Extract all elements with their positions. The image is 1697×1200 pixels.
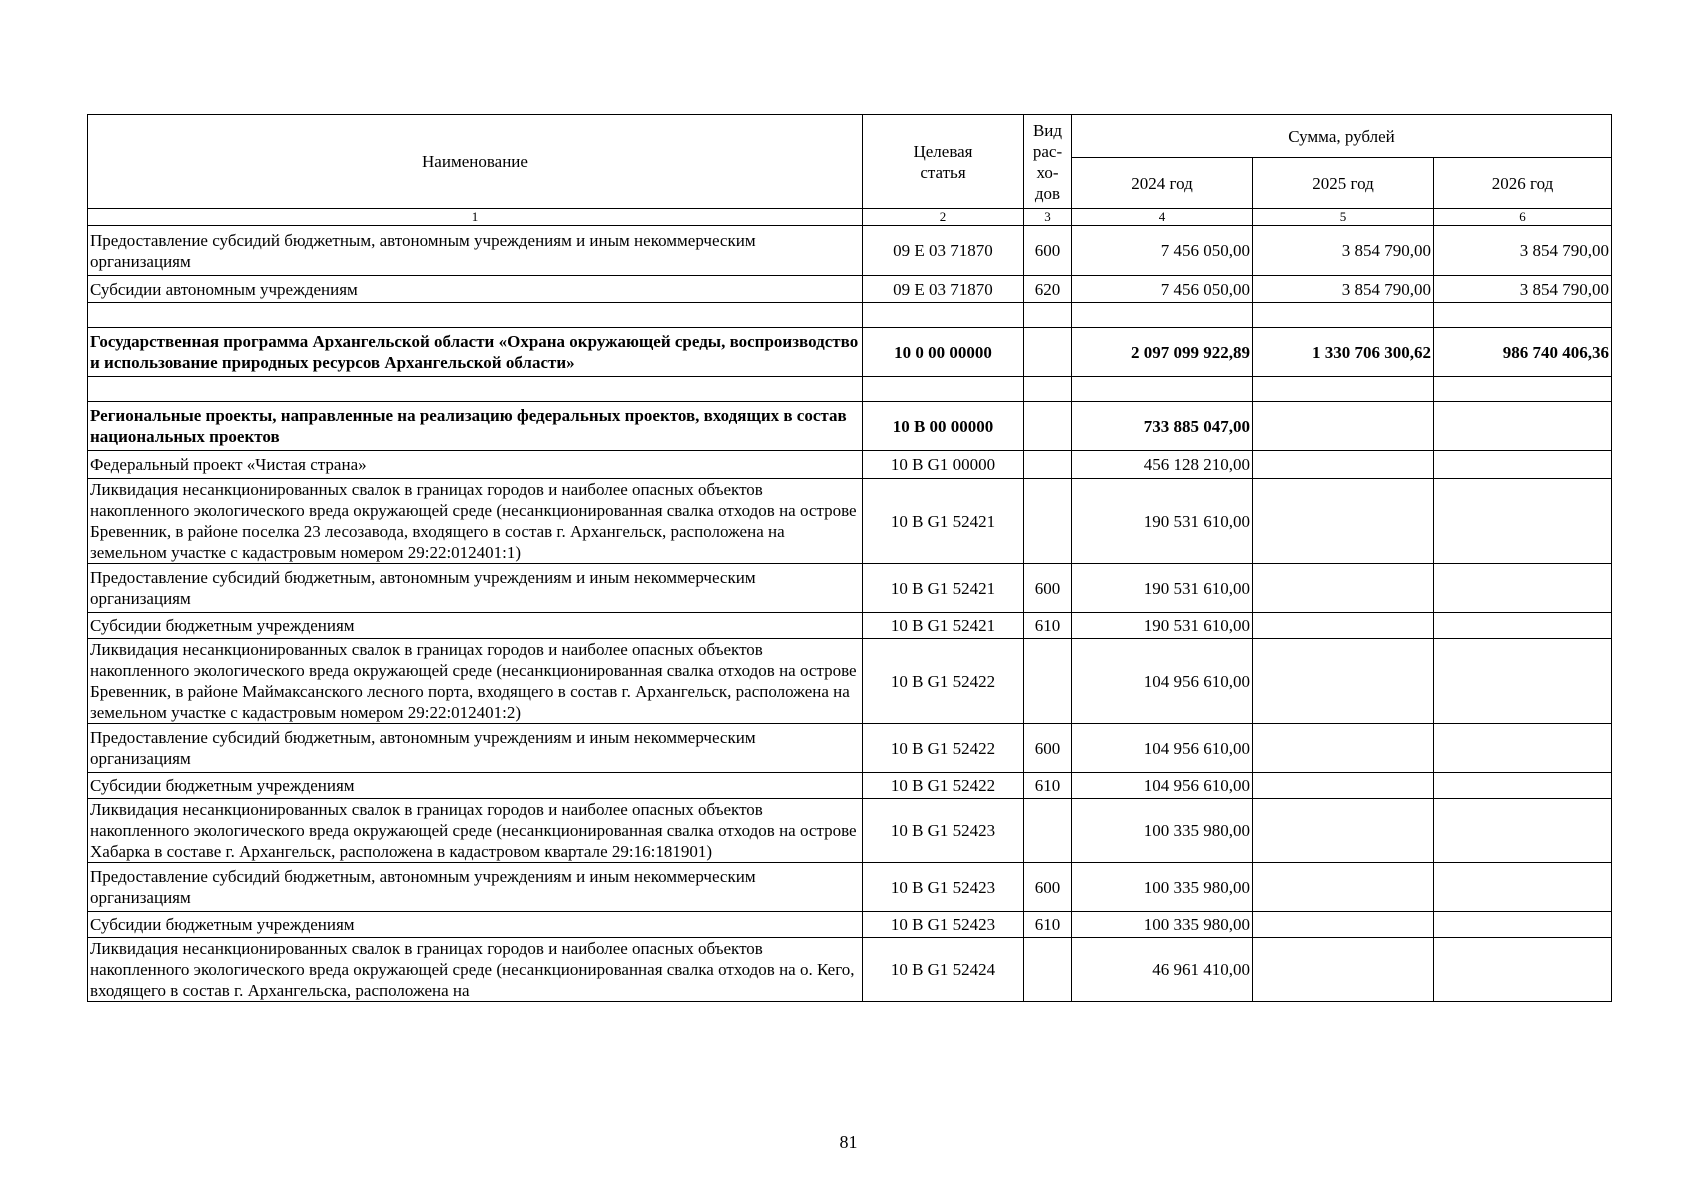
row-2026 <box>1434 451 1612 479</box>
row-2026 <box>1434 613 1612 639</box>
row-2026 <box>1434 773 1612 799</box>
row-2024: 7 456 050,00 <box>1072 226 1253 276</box>
table-row <box>88 799 1612 863</box>
row-name: Ликвидация несанкционированных свалок в границах городов и наиболее опасных объектов накопленного экологического вреда окружающей среде (несанкционированная свалка отходов на острове Бревенник, в районе поселка 23 лесозавода, входящего в состав г. Архангельск, расположена на земельном участке с кадастровым номером 29:22:012401:1) <box>88 479 863 564</box>
row-code: 09 Е 03 71870 <box>863 276 1024 303</box>
row-name: Ликвидация несанкционированных свалок в границах городов и наиболее опасных объектов накопленного экологического вреда окружающей среде (несанкционированная свалка отходов на острове Хабарка в составе г. Архангельск, расположена в кадастровом квартале 29:16:181901) <box>88 799 863 863</box>
row-2024: 100 335 980,00 <box>1072 863 1253 912</box>
row-2025 <box>1253 479 1434 564</box>
header-code: Целевая статья <box>863 115 1024 209</box>
row-2025 <box>1253 724 1434 773</box>
row-2025: 3 854 790,00 <box>1253 226 1434 276</box>
row-2025 <box>1253 773 1434 799</box>
header-sum: Сумма, рублей <box>1072 115 1612 158</box>
row-2026 <box>1434 479 1612 564</box>
row-name: Ликвидация несанкционированных свалок в границах городов и наиболее опасных объектов накопленного экологического вреда окружающей среде (несанкционированная свалка отходов на о. Кего, входящего в состав г. Архангельска, расположена на <box>88 938 863 1002</box>
row-2026 <box>1434 799 1612 863</box>
row-2024: 190 531 610,00 <box>1072 613 1253 639</box>
row-vid: 610 <box>1024 773 1072 799</box>
row-2026 <box>1434 639 1612 724</box>
row-2024: 100 335 980,00 <box>1072 912 1253 938</box>
row-code: 10 В 00 00000 <box>863 402 1024 451</box>
row-2024: 7 456 050,00 <box>1072 276 1253 303</box>
row-2025 <box>1253 912 1434 938</box>
budget-table-container <box>87 114 1611 1002</box>
row-2026: 986 740 406,36 <box>1434 328 1612 377</box>
row-code: 10 В G1 00000 <box>863 451 1024 479</box>
row-code: 10 В G1 52422 <box>863 639 1024 724</box>
row-2025 <box>1253 613 1434 639</box>
row-name: Ликвидация несанкционированных свалок в границах городов и наиболее опасных объектов накопленного экологического вреда окружающей среде (несанкционированная свалка отходов на острове Бревенник, в районе Маймаксанского лесного порта, входящего в состав г. Архангельск, расположена на земельном участке с кадастровым номером 29:22:012401:2) <box>88 639 863 724</box>
page-number: 81 <box>839 1132 858 1152</box>
row-2024: 104 956 610,00 <box>1072 724 1253 773</box>
row-name: Предоставление субсидий бюджетным, автономным учреждениям и иным некоммерческим организациям <box>88 564 863 613</box>
row-2024: 456 128 210,00 <box>1072 451 1253 479</box>
table-row <box>88 613 1612 639</box>
row-vid: 600 <box>1024 226 1072 276</box>
row-code: 10 В G1 52424 <box>863 938 1024 1002</box>
row-2025: 1 330 706 300,62 <box>1253 328 1434 377</box>
row-2025: 3 854 790,00 <box>1253 276 1434 303</box>
row-code: 10 В G1 52421 <box>863 479 1024 564</box>
table-row <box>88 226 1612 276</box>
row-name: Субсидии бюджетным учреждениям <box>88 613 863 639</box>
row-2025 <box>1253 402 1434 451</box>
row-name: Федеральный проект «Чистая страна» <box>88 451 863 479</box>
row-name: Региональные проекты, направленные на реализацию федеральных проектов, входящих в состав национальных проектов <box>88 402 863 451</box>
row-name: Государственная программа Архангельской области «Охрана окружающей среды, воспроизводство и использование природных ресурсов Архангельской области» <box>88 328 863 377</box>
table-row <box>88 773 1612 799</box>
row-2026 <box>1434 912 1612 938</box>
row-name: Предоставление субсидий бюджетным, автономным учреждениям и иным некоммерческим организациям <box>88 863 863 912</box>
header-name: Наименование <box>88 115 863 209</box>
budget-table <box>87 114 1612 1002</box>
table-row <box>88 724 1612 773</box>
table-row <box>88 276 1612 303</box>
table-row <box>88 938 1612 1002</box>
colnum-5: 5 <box>1253 209 1434 226</box>
header-2024: 2024 год <box>1072 158 1253 209</box>
row-2024: 46 961 410,00 <box>1072 938 1253 1002</box>
row-name: Субсидии автономным учреждениям <box>88 276 863 303</box>
row-code: 10 В G1 52423 <box>863 863 1024 912</box>
row-2025 <box>1253 938 1434 1002</box>
header-vid: Вид рас- хо- дов <box>1024 115 1072 209</box>
row-name: Предоставление субсидий бюджетным, автономным учреждениям и иным некоммерческим организациям <box>88 226 863 276</box>
row-2025 <box>1253 564 1434 613</box>
row-code: 10 0 00 00000 <box>863 328 1024 377</box>
colnum-6: 6 <box>1434 209 1612 226</box>
row-vid: 610 <box>1024 912 1072 938</box>
row-code: 10 В G1 52421 <box>863 613 1024 639</box>
row-2025 <box>1253 863 1434 912</box>
row-vid: 600 <box>1024 724 1072 773</box>
row-vid: 600 <box>1024 863 1072 912</box>
row-2025 <box>1253 451 1434 479</box>
row-vid <box>1024 328 1072 377</box>
row-2026: 3 854 790,00 <box>1434 276 1612 303</box>
row-code: 10 В G1 52422 <box>863 773 1024 799</box>
row-2026 <box>1434 402 1612 451</box>
row-2024: 104 956 610,00 <box>1072 639 1253 724</box>
table-row <box>88 451 1612 479</box>
row-name: Субсидии бюджетным учреждениям <box>88 912 863 938</box>
table-row <box>88 479 1612 564</box>
row-code: 10 В G1 52423 <box>863 912 1024 938</box>
table-row-section <box>88 402 1612 451</box>
row-2024: 190 531 610,00 <box>1072 564 1253 613</box>
row-code: 10 В G1 52423 <box>863 799 1024 863</box>
row-vid <box>1024 479 1072 564</box>
colnum-1: 1 <box>88 209 863 226</box>
row-2026: 3 854 790,00 <box>1434 226 1612 276</box>
header-row-1 <box>88 115 1612 158</box>
row-vid <box>1024 938 1072 1002</box>
row-code: 10 В G1 52421 <box>863 564 1024 613</box>
table-row-program <box>88 328 1612 377</box>
row-2026 <box>1434 938 1612 1002</box>
table-row <box>88 564 1612 613</box>
row-vid: 600 <box>1024 564 1072 613</box>
column-number-row <box>88 209 1612 226</box>
row-name: Предоставление субсидий бюджетным, автономным учреждениям и иным некоммерческим организациям <box>88 724 863 773</box>
row-vid <box>1024 402 1072 451</box>
row-2024: 733 885 047,00 <box>1072 402 1253 451</box>
table-row <box>88 639 1612 724</box>
row-vid <box>1024 639 1072 724</box>
row-2026 <box>1434 724 1612 773</box>
table-row <box>88 863 1612 912</box>
row-2026 <box>1434 863 1612 912</box>
row-name: Субсидии бюджетным учреждениям <box>88 773 863 799</box>
header-2026: 2026 год <box>1434 158 1612 209</box>
row-code: 09 Е 03 71870 <box>863 226 1024 276</box>
table-row <box>88 912 1612 938</box>
row-vid: 620 <box>1024 276 1072 303</box>
row-2025 <box>1253 639 1434 724</box>
row-2024: 2 097 099 922,89 <box>1072 328 1253 377</box>
colnum-3: 3 <box>1024 209 1072 226</box>
spacer-row <box>88 377 1612 402</box>
row-code: 10 В G1 52422 <box>863 724 1024 773</box>
colnum-2: 2 <box>863 209 1024 226</box>
row-vid <box>1024 799 1072 863</box>
row-vid <box>1024 451 1072 479</box>
header-2025: 2025 год <box>1253 158 1434 209</box>
row-2025 <box>1253 799 1434 863</box>
row-2024: 190 531 610,00 <box>1072 479 1253 564</box>
row-vid: 610 <box>1024 613 1072 639</box>
spacer-row <box>88 303 1612 328</box>
colnum-4: 4 <box>1072 209 1253 226</box>
row-2026 <box>1434 564 1612 613</box>
row-2024: 100 335 980,00 <box>1072 799 1253 863</box>
row-2024: 104 956 610,00 <box>1072 773 1253 799</box>
